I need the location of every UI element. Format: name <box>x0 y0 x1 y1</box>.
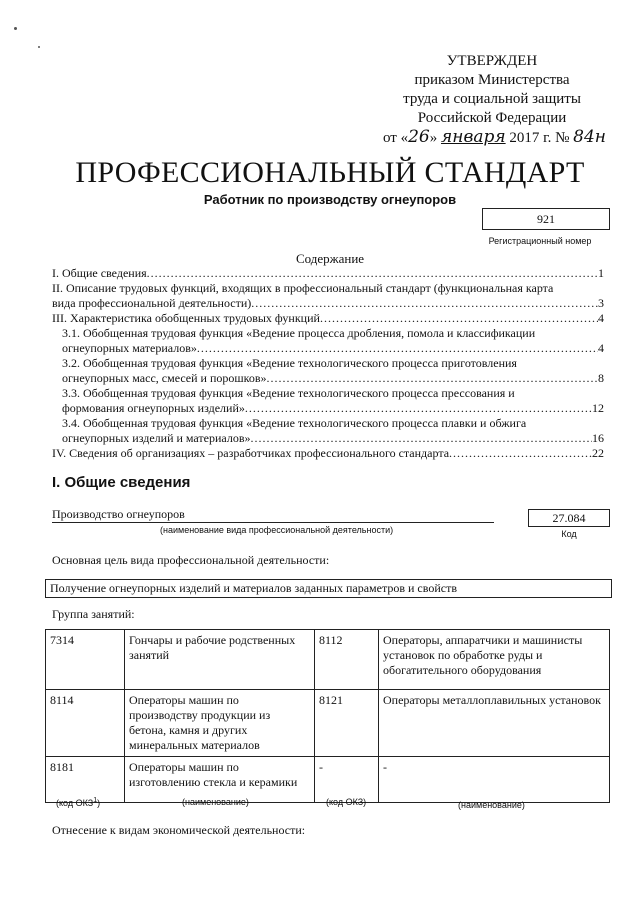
activity-code-box: 27.084 <box>528 509 610 527</box>
occupation-name-cell: Операторы, аппаратчики и машинисты установок по обработке руды и обогатительного оборудования <box>379 630 610 690</box>
date-day: 26 <box>408 127 430 147</box>
page-subtitle: Работник по производству огнеупоров <box>203 192 457 207</box>
code-caption: Код <box>561 529 577 539</box>
toc-item-page: 8 <box>598 371 604 385</box>
occupation-name-cell: Операторы машин по изготовлению стекла и керамики <box>125 757 315 803</box>
registration-number-box: 921 <box>482 208 610 230</box>
okz-caption-close: ) <box>97 798 101 808</box>
toc-item-text: II. Описание трудовых функций, входящих в профессиональный стандарт (функциональная карта <box>52 281 554 295</box>
okz-code-cell: 8121 <box>315 690 379 757</box>
scan-speck <box>14 27 17 30</box>
table-row <box>46 757 610 803</box>
occupation-name-cell: - <box>379 757 610 803</box>
okz-code-cell: 8114 <box>46 690 125 757</box>
toc-item[interactable] <box>52 266 604 281</box>
scan-speck <box>38 46 40 48</box>
okz-code-cell: 8181 <box>46 757 125 803</box>
date-year: 2017 г. № <box>509 130 570 146</box>
toc-item[interactable] <box>52 446 604 461</box>
toc-item-text: IV. Сведения об организациях – разработчиках профессионального стандарта <box>52 446 450 460</box>
toc-item-page: 4 <box>598 341 604 355</box>
occupation-group-table <box>45 629 610 803</box>
occupation-name-cell: Операторы металлоплавильных установок <box>379 690 610 757</box>
relation-label: Отнесение к видам экономической деятельности: <box>52 823 306 837</box>
toc-item-text: вида профессиональной деятельности) <box>52 296 252 310</box>
toc-item-page: 1 <box>598 266 604 280</box>
toc-item-text: 3.3. Обобщенная трудовая функция «Ведение технологического процесса прессования и <box>62 386 515 400</box>
toc-item-text: огнеупорных изделий и материалов» <box>62 431 251 445</box>
approval-block <box>372 52 612 148</box>
date-mid: » <box>429 130 438 146</box>
toc-title: Содержание <box>295 251 365 266</box>
occupation-name-cell: Операторы машин по производству продукции из бетона, камня и других минеральных материалов <box>125 690 315 757</box>
purpose-value-box: Получение огнеупорных изделий и материалов заданных параметров и свойств <box>45 579 612 598</box>
toc-item-page: 4 <box>598 311 604 325</box>
registration-caption: Регистрационный номер <box>488 236 592 246</box>
approval-line-2: приказом Министерства <box>414 72 570 88</box>
col-caption-okz: (код ОКЗ) <box>326 797 367 807</box>
toc-item-text: огнеупорных материалов» <box>62 341 197 355</box>
table-row <box>46 630 610 690</box>
okz-caption-text: (код ОКЗ <box>56 798 94 808</box>
toc-item[interactable] <box>52 386 604 416</box>
toc-item[interactable] <box>52 311 604 326</box>
toc-item[interactable] <box>52 356 604 386</box>
activity-caption: (наименование вида профессиональной деятельности) <box>160 525 394 535</box>
toc-item-text: III. Характеристика обобщенных трудовых функций <box>52 311 320 325</box>
toc-item-text: 3.4. Обобщенная трудовая функция «Ведение технологического процесса плавки и обжига <box>62 416 527 430</box>
approval-date <box>372 128 612 148</box>
col-caption-okz <box>56 797 100 808</box>
toc-item-text: I. Общие сведения <box>52 266 147 280</box>
approval-line-1: УТВЕРЖДЕН <box>446 53 538 69</box>
okz-code-cell: - <box>315 757 379 803</box>
date-month: января <box>441 127 506 147</box>
col-caption-name: (наименование) <box>182 797 249 807</box>
page-title: ПРОФЕССИОНАЛЬНЫЙ СТАНДАРТ <box>75 156 585 189</box>
date-prefix: от « <box>383 130 409 146</box>
table-row <box>46 690 610 757</box>
activity-name: Производство огнеупоров <box>52 507 185 521</box>
toc-item-text: 3.2. Обобщенная трудовая функция «Ведение технологического процесса приготовления <box>62 356 517 370</box>
group-label: Группа занятий: <box>52 607 135 621</box>
activity-underline <box>52 522 494 523</box>
toc-item-page: 16 <box>592 431 604 445</box>
occupation-name-cell: Гончары и рабочие родственных занятий <box>125 630 315 690</box>
table-of-contents <box>52 266 604 461</box>
toc-item-page: 3 <box>598 296 604 310</box>
toc-item-page: 12 <box>592 401 604 415</box>
okz-code-cell: 8112 <box>315 630 379 690</box>
section-heading: I. Общие сведения <box>52 474 191 491</box>
approval-line-4: Российской Федерации <box>417 110 567 126</box>
toc-item-text: формования огнеупорных изделий» <box>62 401 245 415</box>
toc-item-text: 3.1. Обобщенная трудовая функция «Ведение процесса дробления, помола и классификации <box>62 326 536 340</box>
footnote-marker: 1 <box>93 797 98 804</box>
toc-item-text: огнеупорных масс, смесей и порошков» <box>62 371 267 385</box>
okz-code-cell: 7314 <box>46 630 125 690</box>
toc-item[interactable] <box>52 416 604 446</box>
approval-line-3: труда и социальной защиты <box>403 91 581 107</box>
order-number: 84н <box>573 127 606 147</box>
toc-item-page: 22 <box>592 446 604 460</box>
purpose-label: Основная цель вида профессиональной деятельности: <box>52 553 330 567</box>
col-caption-name: (наименование) <box>458 800 525 810</box>
toc-item[interactable] <box>52 281 604 311</box>
toc-item[interactable] <box>52 326 604 356</box>
